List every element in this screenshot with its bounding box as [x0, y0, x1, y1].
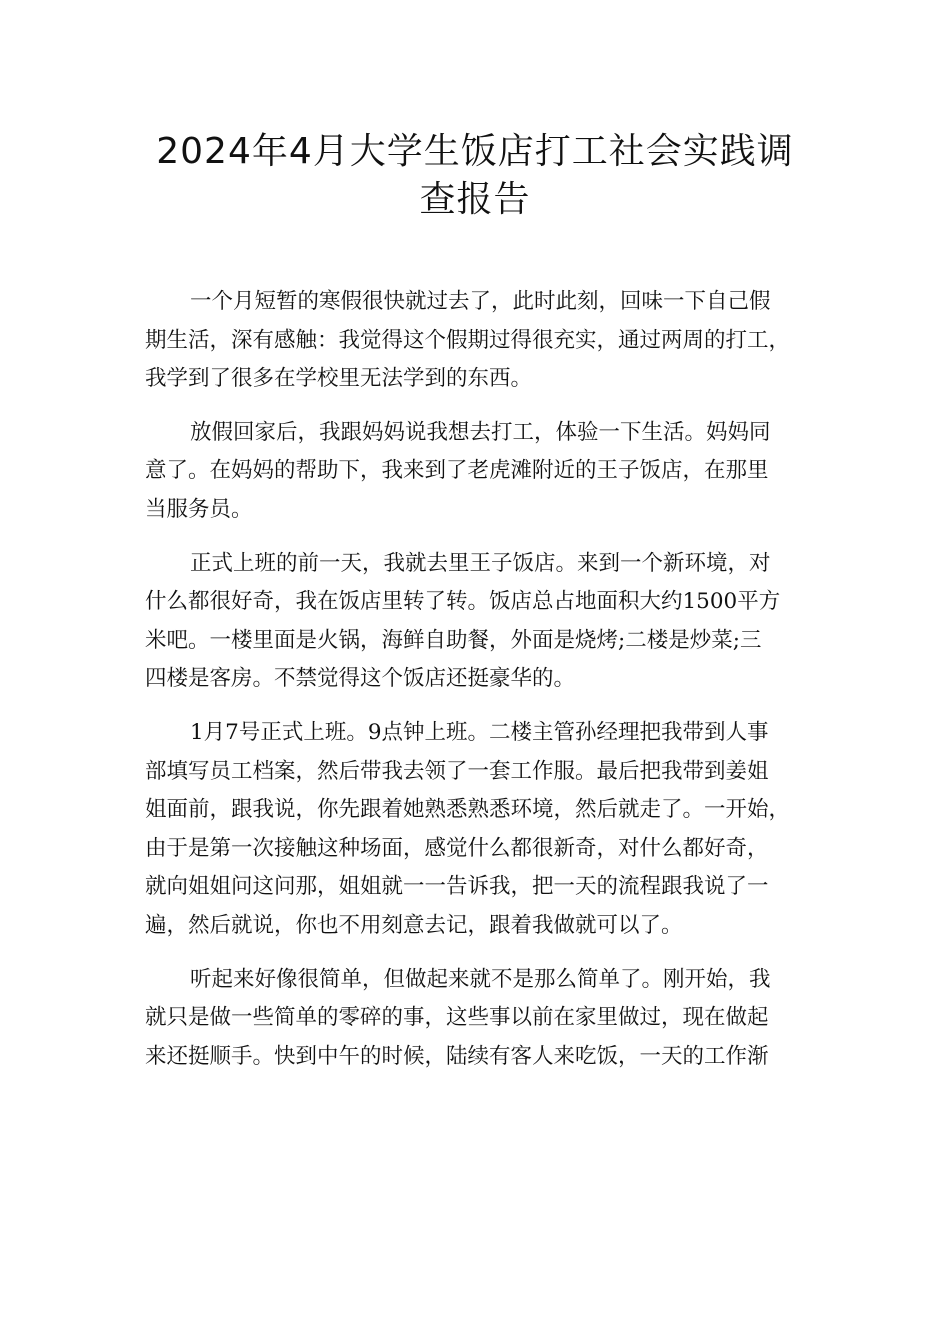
title-line-1: 2024年4月大学生饭店打工社会实践调: [156, 131, 794, 172]
paragraph-line: 当服务员。: [145, 496, 253, 522]
paragraph-line: 正式上班的前一天，我就去里王子饭店。来到一个新环境，对: [190, 550, 771, 576]
paragraph-line: 什么都很好奇，我在饭店里转了转。饭店总占地面积大约1500平方: [145, 589, 781, 615]
paragraph-line: 我学到了很多在学校里无法学到的东西。: [145, 366, 533, 392]
paragraph-line: 由于是第一次接触这种场面，感觉什么都很新奇，对什么都好奇，: [145, 835, 769, 861]
paragraph: [145, 283, 807, 399]
paragraph: [145, 961, 807, 1077]
paragraph-line: 遍，然后就说，你也不用刻意去记，跟着我做就可以了。: [145, 912, 683, 938]
paragraph-line: 1月7号正式上班。9点钟上班。二楼主管孙经理把我带到人事: [190, 719, 769, 745]
paragraph-line: 一个月短暂的寒假很快就过去了，此时此刻，回味一下自己假: [190, 289, 771, 314]
paragraph: [145, 414, 807, 530]
paragraph-line: 放假回家后，我跟妈妈说我想去打工，体验一下生活。妈妈同: [190, 419, 771, 445]
paragraph-line: 意了。在妈妈的帮助下，我来到了老虎滩附近的王子饭店，在那里: [145, 458, 769, 484]
paragraph: [145, 714, 807, 946]
paragraph-line: 姐面前，跟我说，你先跟着她熟悉熟悉环境，然后就走了。一开始，: [145, 797, 791, 823]
paragraph-line: 期生活，深有感触：我觉得这个假期过得很充实，通过两周的打工，: [145, 327, 791, 353]
paragraph-line: 四楼是客房。不禁觉得这个饭店还挺豪华的。: [145, 666, 576, 692]
paragraph-line: 听起来好像很简单，但做起来就不是那么简单了。刚开始，我: [190, 966, 771, 992]
document-body: [145, 283, 807, 1076]
paragraph-line: 部填写员工档案，然后带我去领了一套工作服。最后把我带到姜姐: [145, 758, 769, 784]
paragraph-line: 米吧。一楼里面是火锅，海鲜自助餐，外面是烧烤;二楼是炒菜;三: [145, 627, 762, 653]
paragraph: [145, 545, 807, 699]
document-title: [100, 128, 850, 224]
paragraph-line: 就向姐姐问这问那，姐姐就一一告诉我，把一天的流程跟我说了一: [145, 874, 769, 900]
title-line-2: 查报告: [419, 179, 531, 220]
paragraph-line: 就只是做一些简单的零碎的事，这些事以前在家里做过，现在做起: [145, 1005, 769, 1031]
paragraph-line: 来还挺顺手。快到中午的时候，陆续有客人来吃饭，一天的工作渐: [145, 1043, 769, 1069]
